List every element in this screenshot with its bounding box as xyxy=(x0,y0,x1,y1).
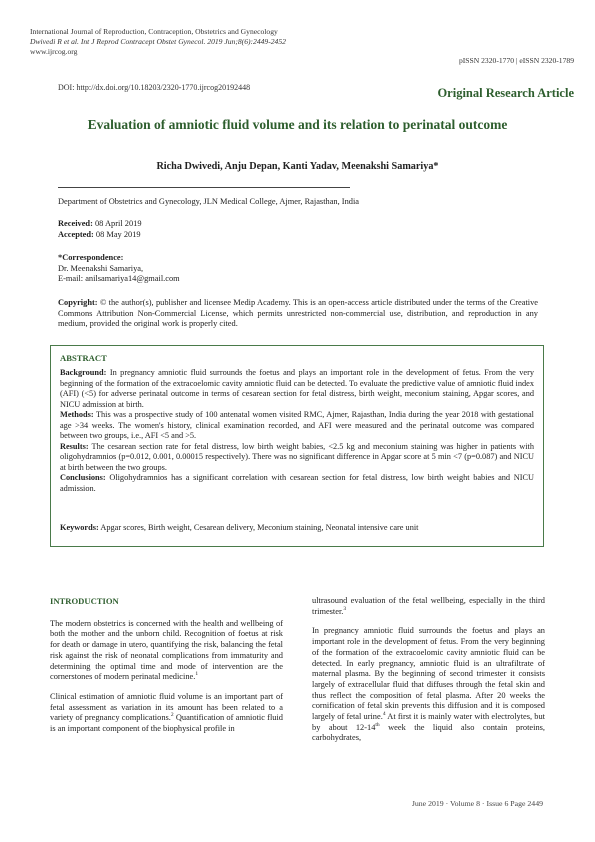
introduction-heading: INTRODUCTION xyxy=(50,596,119,606)
background-text: In pregnancy amniotic fluid surrounds the foetus and plays an important role in the development of fetus. From the very beginning of the formation of the extracoelomic cavity amniotic fluid can be detected. To evaluate the predictive value of amniotic fluid index (AFI) (<5) for adverse perinatal outcome in terms of cesarean section for fetal distress, birth weight, meconium staining, Apgar scores, and NICU admission at birth. xyxy=(60,368,534,409)
keywords-label: Keywords: xyxy=(60,523,99,532)
department: Department of Obstetrics and Gynecology, JLN Medical College, Ajmer, Rajasthan, India xyxy=(58,197,360,206)
right-column xyxy=(312,596,545,753)
divider xyxy=(58,187,350,188)
abstract-keywords xyxy=(60,523,534,532)
reference-marker[interactable]: 2 xyxy=(170,712,174,719)
authors: Richa Dwivedi, Anju Depan, Kanti Yadav, Meenakshi Samariya* xyxy=(156,161,439,172)
intro-p4-text-b: At first it is mainly water with electrolytes, but by about 12-14 xyxy=(312,712,545,732)
article-type: Original Research Article xyxy=(437,86,574,100)
abstract-methods xyxy=(60,410,534,442)
keywords-text: Apgar scores, Birth weight, Cesarean delivery, Meconium staining, Neonatal intensive care unit xyxy=(100,523,419,532)
journal-header xyxy=(30,27,286,57)
accepted-label: Accepted: xyxy=(58,229,94,239)
journal-name: International Journal of Reproduction, Contraception, Obstetrics and Gynecology xyxy=(30,27,278,36)
intro-paragraph-3 xyxy=(312,596,545,617)
correspondence xyxy=(58,253,180,285)
intro-p1-text: The modern obstetrics is concerned with the health and wellbeing of both the mother and the unborn child. Recognition of foetus at risk for death or damage in utero, quantifying the risk, balancing the fetal risk against the risk of neonatal complications from immaturity and determining the optimal time and mode of intervention are the cornerstones of modern perinatal medicine. xyxy=(50,618,283,682)
reference-marker[interactable]: 1 xyxy=(195,671,199,678)
accepted-date: 08 May 2019 xyxy=(95,229,141,239)
intro-p3-text: ultrasound evaluation of the fetal wellbeing, especially in the third trimester. xyxy=(312,596,545,616)
citation: Dwivedi R et al. Int J Reprod Contracept Obstet Gynecol. 2019 Jun;8(6):2449-2452 xyxy=(30,37,286,46)
correspondence-name: Dr. Meenakshi Samariya, xyxy=(58,263,144,273)
abstract-conclusions xyxy=(60,473,534,494)
abstract-box xyxy=(50,345,544,547)
left-column xyxy=(50,596,283,744)
reference-marker[interactable]: 3 xyxy=(343,605,347,612)
dates xyxy=(58,219,142,240)
results-label: Results: xyxy=(60,441,89,451)
methods-label: Methods: xyxy=(60,410,94,419)
doi-link[interactable]: DOI: http://dx.doi.org/10.18203/2320-1770.ijrcog20192448 xyxy=(58,83,251,92)
intro-paragraph-1 xyxy=(50,619,283,683)
abstract-background xyxy=(60,368,534,410)
reference-marker[interactable]: 4 xyxy=(382,711,386,718)
intro-p4-text-c: week the liquid also contain proteins, carbohydrates, xyxy=(312,722,545,743)
copyright-label: Copyright: xyxy=(58,298,98,307)
correspondence-email[interactable]: E-mail: anilsamariya14@gmail.com xyxy=(58,274,180,283)
copyright-text: © the author(s), publisher and licensee Medip Academy. This is an open-access article distributed under the terms of the Creative Commons Attribution Non-Commercial License, which permits unrestricted non-commercial use, distribution, and reproduction in any medium, provided the original work is properly cited. xyxy=(58,298,539,328)
methods-text: This was a prospective study of 100 antenatal women visited RMC, Ajmer, Rajasthan, India during the year 2018 with gestational age >34 weeks. The women's history, clinical examination recorded, and AFI were measured and the perinatal outcome was compared between two groups, i.e., AFI <5 and >5. xyxy=(60,410,534,440)
intro-p4-text-a: In pregnancy amniotic fluid surrounds the foetus and plays an important role in the development of fetus. From the very beginning of the formation of the extracoelomic cavity amniotic fluid can be detected. In early pregnancy, amniotic fluid is an ultrafiltrate of maternal plasma. By the beginning of second trimester it consists largely of extracellular fluid that diffuses through the fetal skin and thus reflect the composition of fetal plasma. After 20 weeks the cornification of fetal skin prevents this diffusion and it is composed largely of fetal urine. xyxy=(312,626,545,722)
intro-paragraph-4 xyxy=(312,626,545,744)
issn: pISSN 2320-1770 | eISSN 2320-1789 xyxy=(458,56,574,65)
intro-p2-text-b: Quantification of amniotic fluid is an important component of the biophysical profile in xyxy=(50,713,283,734)
intro-p2-text-a: Clinical estimation of amniotic fluid volume is an important part of fetal assessment as variation in its amount has been related to a variety of pregnancy complications. xyxy=(50,691,283,723)
results-text: The cesarean section rate for fetal distress, low birth weight babies, <2.5 kg and meconium staining was higher in patients with oligohydramnios (p=0.012, 0.001, 0.00015 respectively). There was no significant difference in Apgar score at 5 min <7 (p=0.087) and NICU at birth between the two groups. xyxy=(60,441,534,472)
background-label: Background: xyxy=(60,368,107,377)
website-link[interactable]: www.ijrcog.org xyxy=(30,47,78,56)
page-footer: June 2019 · Volume 8 · Issue 6 Page 2449 xyxy=(411,799,543,808)
abstract-results xyxy=(60,442,534,474)
correspondence-label: *Correspondence: xyxy=(58,253,124,262)
conclusions-label: Conclusions: xyxy=(60,473,106,482)
intro-paragraph-2 xyxy=(50,692,283,735)
received-date: 08 April 2019 xyxy=(94,219,142,228)
abstract-heading: ABSTRACT xyxy=(60,353,107,363)
conclusions-text: Oligohydramnios has a significant correlation with cesarean section for fetal distress, low birth weight babies and NICU admission. xyxy=(60,473,535,493)
article-title: Evaluation of amniotic fluid volume and its relation to perinatal outcome xyxy=(87,117,508,132)
ordinal-suffix: th xyxy=(375,721,380,728)
abstract-body xyxy=(60,368,534,494)
received-label: Received: xyxy=(58,219,93,228)
copyright xyxy=(58,298,538,330)
